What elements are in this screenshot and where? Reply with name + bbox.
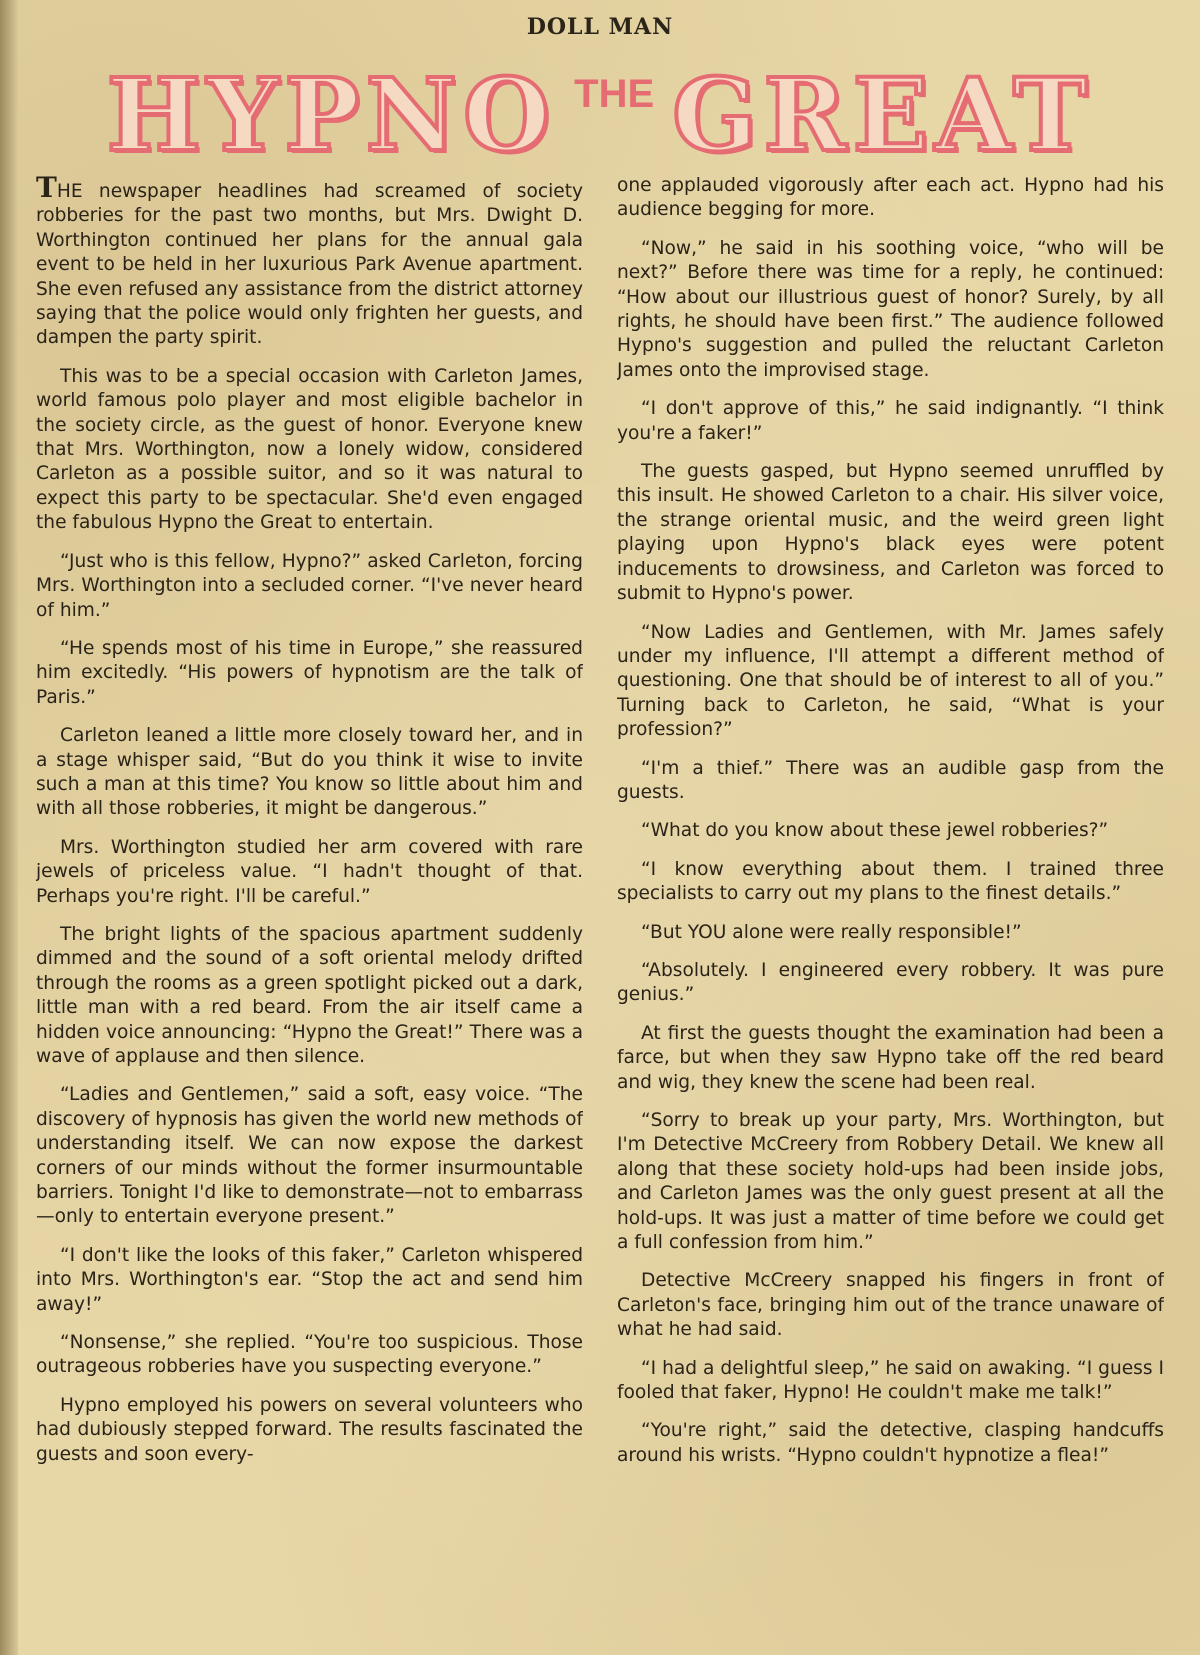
paragraph: “I had a delightful sleep,” he said on awaking. “I guess I fooled that faker, Hypno! He couldn't make me talk!” <box>617 1357 1164 1404</box>
paragraph: Hypno employed his powers on several volunteers who had dubiously stepped forward. The results fascinated the guests and soon every- <box>36 1394 583 1465</box>
drop-cap: T <box>36 174 57 204</box>
title-word-hypno: HYPNO <box>106 56 557 174</box>
paragraph: “Now,” he said in his soothing voice, “who will be next?” Before there was time for a reply, he continued: “How about our illustrious guest of honor? Surely, by all rights, he should have been first.” The audience followed Hypno's suggestion and pulled the reluctant Carleton James onto the improvised stage. <box>617 237 1164 381</box>
paragraph: This was to be a special occasion with Carleton James, world famous polo player and most eligible bachelor in the society circle, as the guest of honor. Everyone knew that Mrs. Worthington, now a lonely widow, considered Carleton as a possible suitor, and so it was natural to expect this party to be spectacular. She'd even engaged the fabulous Hypno the Great to entertain. <box>36 365 583 534</box>
paragraph: “Sorry to break up your party, Mrs. Worthington, but I'm Detective McCreery from Robbery Detail. We knew all along that these society hold-ups had been inside jobs, and Carleton James was the only guest present at all the hold-ups. It was just a matter of time before we could get a full confession from him.” <box>617 1110 1164 1254</box>
paragraph: “He spends most of his time in Europe,” she reassured him excitedly. “His powers of hypnotism are the talk of Paris.” <box>36 637 583 708</box>
paragraph: “Nonsense,” she replied. “You're too suspicious. Those outrageous robberies have you suspecting everyone.” <box>36 1332 583 1378</box>
paragraph: “I don't approve of this,” he said indignantly. “I think you're a faker!” <box>617 398 1164 444</box>
paragraph: “But YOU alone were really responsible!” <box>641 921 1022 943</box>
paragraph: “You're right,” said the detective, clasping handcuffs around his wrists. “Hypno couldn't hypnotize a flea!” <box>617 1420 1164 1466</box>
title-word-the: THE <box>574 72 655 116</box>
paragraph: “I know everything about them. I trained three specialists to carry out my plans to the finest details.” <box>617 858 1164 905</box>
paragraph: “Absolutely. I engineered every robbery. It was pure genius.” <box>617 959 1164 1006</box>
paragraph: The guests gasped, but Hypno seemed unruffled by this insult. He showed Carleton to a chair. His silver voice, the strange oriental music, and the weird green light playing upon Hypno's black eyes were potent inducements to drowsiness, and Carleton was forced to submit to Hypno's power. <box>617 461 1164 605</box>
right-column <box>617 174 1164 1644</box>
paragraph: one applauded vigorously after each act. Hypno had his audience begging for more. <box>617 175 1164 221</box>
paragraph: “I don't like the looks of this faker,” Carleton whispered into Mrs. Worthington's ear. “Stop the act and send him away!” <box>36 1244 583 1315</box>
paragraph: At first the guests thought the examination had been a farce, but when they saw Hypno take off the red beard and wig, they knew the scene had been real. <box>617 1022 1164 1093</box>
paragraph: “I'm a thief.” There was an audible gasp from the guests. <box>617 757 1164 803</box>
paragraph: Carleton leaned a little more closely toward her, and in a stage whisper said, “But do you think it wise to invite such a man at this time? You know so little about him and with all those robberies, it might be dangerous.” <box>36 725 583 820</box>
title-word-great: GREAT <box>672 56 1094 174</box>
left-column <box>36 174 583 1644</box>
page-header: DOLL MAN <box>526 14 674 40</box>
paragraph: Mrs. Worthington studied her arm covered with rare jewels of priceless value. “I hadn't thought of that. Perhaps you're right. I'll be careful.” <box>36 836 583 907</box>
paragraph: THE newspaper headlines had screamed of society robberies for the past two months, but Mrs. Dwight D. Worthington continued her plans for the annual gala event to be held in her luxurious Park Avenue apartment. She even refused any assistance from the district attorney saying that the police would only frighten her guests, and dampen the party spirit. <box>36 174 583 351</box>
paragraph: “Ladies and Gentlemen,” said a soft, easy voice. “The discovery of hypnosis has given the world new methods of understanding itself. We can now expose the darkest corners of our minds without the former insurmountable barriers. Tonight I'd like to demonstrate—not to embarrass—only to entertain everyone present.” <box>36 1084 583 1228</box>
paragraph: “Now Ladies and Gentlemen, with Mr. James safely under my influence, I'll attempt a different method of questioning. One that should be of interest to all of you.” Turning back to Carleton, he said, “What is your profession?” <box>617 621 1164 741</box>
paragraph: “Just who is this fellow, Hypno?” asked Carleton, forcing Mrs. Worthington into a secluded corner. “I've never heard of him.” <box>36 550 583 621</box>
paragraph: Detective McCreery snapped his fingers in front of Carleton's face, bringing him out of the trance unaware of what he had said. <box>617 1270 1164 1341</box>
page-binding-edge <box>0 0 18 1655</box>
story-title <box>60 56 1140 174</box>
paragraph: The bright lights of the spacious apartment suddenly dimmed and the sound of a soft oriental melody drifted through the rooms as a green spotlight picked out a dark, little man with a red beard. From the air itself came a hidden voice announcing: “Hypno the Great!” There was a wave of applause and then silence. <box>36 923 583 1067</box>
story-columns <box>36 174 1164 1644</box>
paragraph: “What do you know about these jewel robberies?” <box>641 820 1109 842</box>
